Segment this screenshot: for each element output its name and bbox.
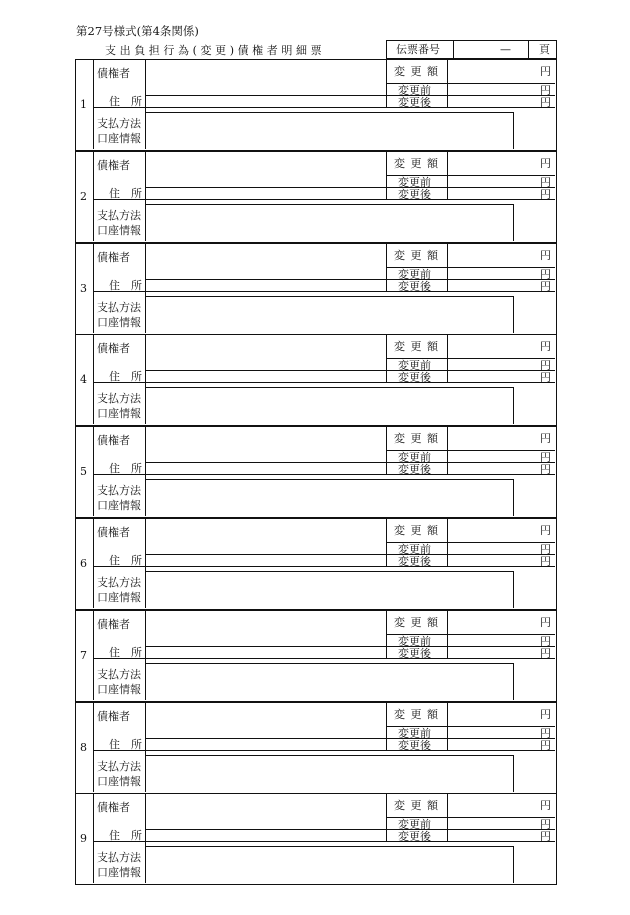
address-label: 住 所 bbox=[109, 738, 142, 751]
divider bbox=[513, 387, 514, 424]
after-amount-field[interactable] bbox=[449, 96, 537, 106]
divider bbox=[93, 382, 555, 383]
after-amount-field[interactable] bbox=[449, 555, 537, 565]
change-amount-field[interactable] bbox=[449, 705, 537, 724]
yen-unit: 円 bbox=[540, 463, 551, 476]
before-amount-field[interactable] bbox=[449, 543, 537, 553]
before-change-label: 変更前 bbox=[398, 635, 431, 648]
change-amount-field[interactable] bbox=[449, 246, 537, 265]
change-amount-label: 変 更 額 bbox=[394, 799, 439, 812]
yen-unit: 円 bbox=[540, 176, 551, 189]
account-info-label: 口座情報 bbox=[97, 316, 141, 329]
entry-number: 4 bbox=[80, 373, 87, 386]
change-amount-label: 変 更 額 bbox=[394, 616, 439, 629]
divider bbox=[93, 60, 94, 149]
divider bbox=[145, 152, 146, 241]
divider bbox=[93, 841, 555, 842]
creditor-field[interactable] bbox=[148, 337, 384, 368]
creditor-field[interactable] bbox=[148, 429, 384, 460]
divider bbox=[145, 60, 146, 149]
account-info-label: 口座情報 bbox=[97, 591, 141, 604]
creditor-label: 債権者 bbox=[97, 618, 130, 631]
creditor-field[interactable] bbox=[148, 62, 384, 93]
account-info-label: 口座情報 bbox=[97, 775, 141, 788]
form-title: 支出負担行為(変更)債権者明細票 bbox=[105, 44, 326, 57]
creditor-field[interactable] bbox=[148, 154, 384, 185]
divider bbox=[513, 755, 514, 792]
entry-number: 3 bbox=[80, 282, 87, 295]
address-label: 住 所 bbox=[109, 187, 142, 200]
divider bbox=[93, 199, 555, 200]
after-amount-field[interactable] bbox=[449, 739, 537, 749]
divider bbox=[93, 703, 94, 792]
creditor-label: 債権者 bbox=[97, 67, 130, 80]
yen-unit: 円 bbox=[540, 524, 551, 537]
entry-number: 5 bbox=[80, 465, 87, 478]
entry-number: 7 bbox=[80, 649, 87, 662]
payment-account-field[interactable] bbox=[148, 572, 511, 607]
creditor-label: 債権者 bbox=[97, 710, 130, 723]
divider bbox=[513, 204, 514, 241]
change-amount-field[interactable] bbox=[449, 521, 537, 540]
slip-dash: — bbox=[500, 43, 511, 56]
address-label: 住 所 bbox=[109, 370, 142, 383]
yen-unit: 円 bbox=[540, 268, 551, 281]
divider bbox=[93, 335, 94, 424]
yen-unit: 円 bbox=[540, 555, 551, 568]
payment-account-field[interactable] bbox=[148, 756, 511, 791]
divider bbox=[93, 519, 94, 608]
yen-unit: 円 bbox=[540, 727, 551, 740]
address-label: 住 所 bbox=[109, 829, 142, 842]
creditor-field[interactable] bbox=[148, 246, 384, 277]
address-field[interactable] bbox=[148, 739, 384, 749]
address-field[interactable] bbox=[148, 830, 384, 840]
page-label: 頁 bbox=[539, 43, 550, 56]
creditor-entry bbox=[75, 702, 557, 794]
yen-unit: 円 bbox=[540, 188, 551, 201]
before-amount-field[interactable] bbox=[449, 818, 537, 828]
before-change-label: 変更前 bbox=[398, 359, 431, 372]
payment-account-field[interactable] bbox=[148, 480, 511, 515]
account-info-label: 口座情報 bbox=[97, 499, 141, 512]
change-amount-field[interactable] bbox=[449, 337, 537, 356]
payment-account-field[interactable] bbox=[148, 388, 511, 423]
after-change-label: 変更後 bbox=[398, 830, 431, 843]
change-amount-label: 変 更 額 bbox=[394, 157, 439, 170]
before-change-label: 変更前 bbox=[398, 818, 431, 831]
payment-method-label: 支払方法 bbox=[97, 851, 141, 864]
before-amount-field[interactable] bbox=[449, 268, 537, 278]
yen-unit: 円 bbox=[540, 280, 551, 293]
after-amount-field[interactable] bbox=[449, 647, 537, 657]
yen-unit: 円 bbox=[540, 647, 551, 660]
payment-account-field[interactable] bbox=[148, 297, 511, 332]
yen-unit: 円 bbox=[540, 635, 551, 648]
divider bbox=[93, 658, 555, 659]
address-label: 住 所 bbox=[109, 554, 142, 567]
creditor-entry bbox=[75, 59, 557, 151]
creditor-entry bbox=[75, 610, 557, 702]
divider bbox=[145, 519, 146, 608]
after-change-label: 変更後 bbox=[398, 280, 431, 293]
before-change-label: 変更前 bbox=[398, 727, 431, 740]
divider bbox=[93, 566, 555, 567]
change-amount-label: 変 更 額 bbox=[394, 432, 439, 445]
payment-method-label: 支払方法 bbox=[97, 760, 141, 773]
payment-method-label: 支払方法 bbox=[97, 392, 141, 405]
after-amount-field[interactable] bbox=[449, 830, 537, 840]
after-change-label: 変更後 bbox=[398, 739, 431, 752]
divider bbox=[145, 335, 146, 424]
after-change-label: 変更後 bbox=[398, 463, 431, 476]
account-info-label: 口座情報 bbox=[97, 683, 141, 696]
creditor-label: 債権者 bbox=[97, 342, 130, 355]
divider bbox=[93, 244, 94, 333]
yen-unit: 円 bbox=[540, 708, 551, 721]
divider bbox=[145, 703, 146, 792]
payment-method-label: 支払方法 bbox=[97, 301, 141, 314]
yen-unit: 円 bbox=[540, 249, 551, 262]
yen-unit: 円 bbox=[540, 432, 551, 445]
address-field[interactable] bbox=[148, 280, 384, 290]
entry-number: 6 bbox=[80, 557, 87, 570]
creditor-label: 債権者 bbox=[97, 251, 130, 264]
change-amount-field[interactable] bbox=[449, 796, 537, 815]
yen-unit: 円 bbox=[540, 799, 551, 812]
entry-number: 2 bbox=[80, 190, 87, 203]
yen-unit: 円 bbox=[540, 340, 551, 353]
divider bbox=[93, 474, 555, 475]
before-amount-field[interactable] bbox=[449, 359, 537, 369]
yen-unit: 円 bbox=[540, 65, 551, 78]
payment-account-field[interactable] bbox=[148, 664, 511, 699]
after-change-label: 変更後 bbox=[398, 555, 431, 568]
change-amount-label: 変 更 額 bbox=[394, 340, 439, 353]
divider bbox=[145, 794, 146, 883]
change-amount-label: 変 更 額 bbox=[394, 708, 439, 721]
creditor-entry bbox=[75, 151, 557, 243]
after-amount-field[interactable] bbox=[449, 280, 537, 290]
payment-method-label: 支払方法 bbox=[97, 484, 141, 497]
divider bbox=[528, 41, 529, 58]
divider bbox=[513, 112, 514, 149]
yen-unit: 円 bbox=[540, 371, 551, 384]
address-label: 住 所 bbox=[109, 95, 142, 108]
yen-unit: 円 bbox=[540, 543, 551, 556]
payment-account-field[interactable] bbox=[148, 113, 511, 148]
before-amount-field[interactable] bbox=[449, 727, 537, 737]
before-amount-field[interactable] bbox=[449, 84, 537, 94]
yen-unit: 円 bbox=[540, 451, 551, 464]
before-amount-field[interactable] bbox=[449, 451, 537, 461]
divider bbox=[453, 41, 454, 58]
yen-unit: 円 bbox=[540, 830, 551, 843]
after-change-label: 変更後 bbox=[398, 371, 431, 384]
creditor-entry bbox=[75, 793, 557, 885]
change-amount-label: 変 更 額 bbox=[394, 524, 439, 537]
creditor-entry bbox=[75, 518, 557, 610]
divider bbox=[93, 291, 555, 292]
after-change-label: 変更後 bbox=[398, 188, 431, 201]
divider bbox=[93, 750, 555, 751]
address-field[interactable] bbox=[148, 463, 384, 473]
entry-number: 1 bbox=[80, 98, 87, 111]
address-label: 住 所 bbox=[109, 462, 142, 475]
entry-number: 9 bbox=[80, 832, 87, 845]
creditor-label: 債権者 bbox=[97, 434, 130, 447]
form-number: 第27号様式(第4条関係) bbox=[76, 24, 199, 38]
change-amount-field[interactable] bbox=[449, 154, 537, 173]
payment-account-field[interactable] bbox=[148, 847, 511, 882]
address-label: 住 所 bbox=[109, 646, 142, 659]
yen-unit: 円 bbox=[540, 616, 551, 629]
change-amount-label: 変 更 額 bbox=[394, 249, 439, 262]
before-amount-field[interactable] bbox=[449, 176, 537, 186]
before-change-label: 変更前 bbox=[398, 176, 431, 189]
divider bbox=[513, 663, 514, 700]
yen-unit: 円 bbox=[540, 739, 551, 752]
divider bbox=[93, 794, 94, 883]
creditor-label: 債権者 bbox=[97, 526, 130, 539]
address-label: 住 所 bbox=[109, 279, 142, 292]
yen-unit: 円 bbox=[540, 818, 551, 831]
before-change-label: 変更前 bbox=[398, 268, 431, 281]
creditor-entry bbox=[75, 243, 557, 335]
account-info-label: 口座情報 bbox=[97, 224, 141, 237]
entry-number: 8 bbox=[80, 741, 87, 754]
divider bbox=[513, 571, 514, 608]
creditor-field[interactable] bbox=[148, 796, 384, 827]
after-change-label: 変更後 bbox=[398, 647, 431, 660]
account-info-label: 口座情報 bbox=[97, 407, 141, 420]
creditor-field[interactable] bbox=[148, 613, 384, 644]
address-field[interactable] bbox=[148, 96, 384, 106]
change-amount-field[interactable] bbox=[449, 429, 537, 448]
change-amount-field[interactable] bbox=[449, 613, 537, 632]
change-amount-label: 変 更 額 bbox=[394, 65, 439, 78]
after-amount-field[interactable] bbox=[449, 463, 537, 473]
before-change-label: 変更前 bbox=[398, 451, 431, 464]
divider bbox=[145, 244, 146, 333]
creditor-field[interactable] bbox=[148, 705, 384, 736]
divider bbox=[93, 427, 94, 516]
creditor-entry bbox=[75, 426, 557, 518]
after-amount-field[interactable] bbox=[449, 371, 537, 381]
before-change-label: 変更前 bbox=[398, 84, 431, 97]
creditor-label: 債権者 bbox=[97, 801, 130, 814]
yen-unit: 円 bbox=[540, 84, 551, 97]
divider bbox=[513, 846, 514, 883]
payment-method-label: 支払方法 bbox=[97, 668, 141, 681]
divider bbox=[93, 152, 94, 241]
address-field[interactable] bbox=[148, 371, 384, 381]
after-amount-field[interactable] bbox=[449, 188, 537, 198]
address-field[interactable] bbox=[148, 647, 384, 657]
address-field[interactable] bbox=[148, 555, 384, 565]
yen-unit: 円 bbox=[540, 157, 551, 170]
change-amount-field[interactable] bbox=[449, 62, 537, 81]
divider bbox=[93, 611, 94, 700]
divider bbox=[145, 427, 146, 516]
account-info-label: 口座情報 bbox=[97, 132, 141, 145]
slip-number-label: 伝票番号 bbox=[396, 43, 440, 56]
creditor-field[interactable] bbox=[148, 521, 384, 552]
after-change-label: 変更後 bbox=[398, 96, 431, 109]
divider bbox=[145, 611, 146, 700]
address-field[interactable] bbox=[148, 188, 384, 198]
payment-method-label: 支払方法 bbox=[97, 209, 141, 222]
yen-unit: 円 bbox=[540, 96, 551, 109]
creditor-entry bbox=[75, 334, 557, 426]
before-amount-field[interactable] bbox=[449, 635, 537, 645]
before-change-label: 変更前 bbox=[398, 543, 431, 556]
divider bbox=[93, 107, 555, 108]
payment-method-label: 支払方法 bbox=[97, 576, 141, 589]
payment-method-label: 支払方法 bbox=[97, 117, 141, 130]
yen-unit: 円 bbox=[540, 359, 551, 372]
account-info-label: 口座情報 bbox=[97, 866, 141, 879]
divider bbox=[513, 296, 514, 333]
divider bbox=[513, 479, 514, 516]
creditor-label: 債権者 bbox=[97, 159, 130, 172]
payment-account-field[interactable] bbox=[148, 205, 511, 240]
